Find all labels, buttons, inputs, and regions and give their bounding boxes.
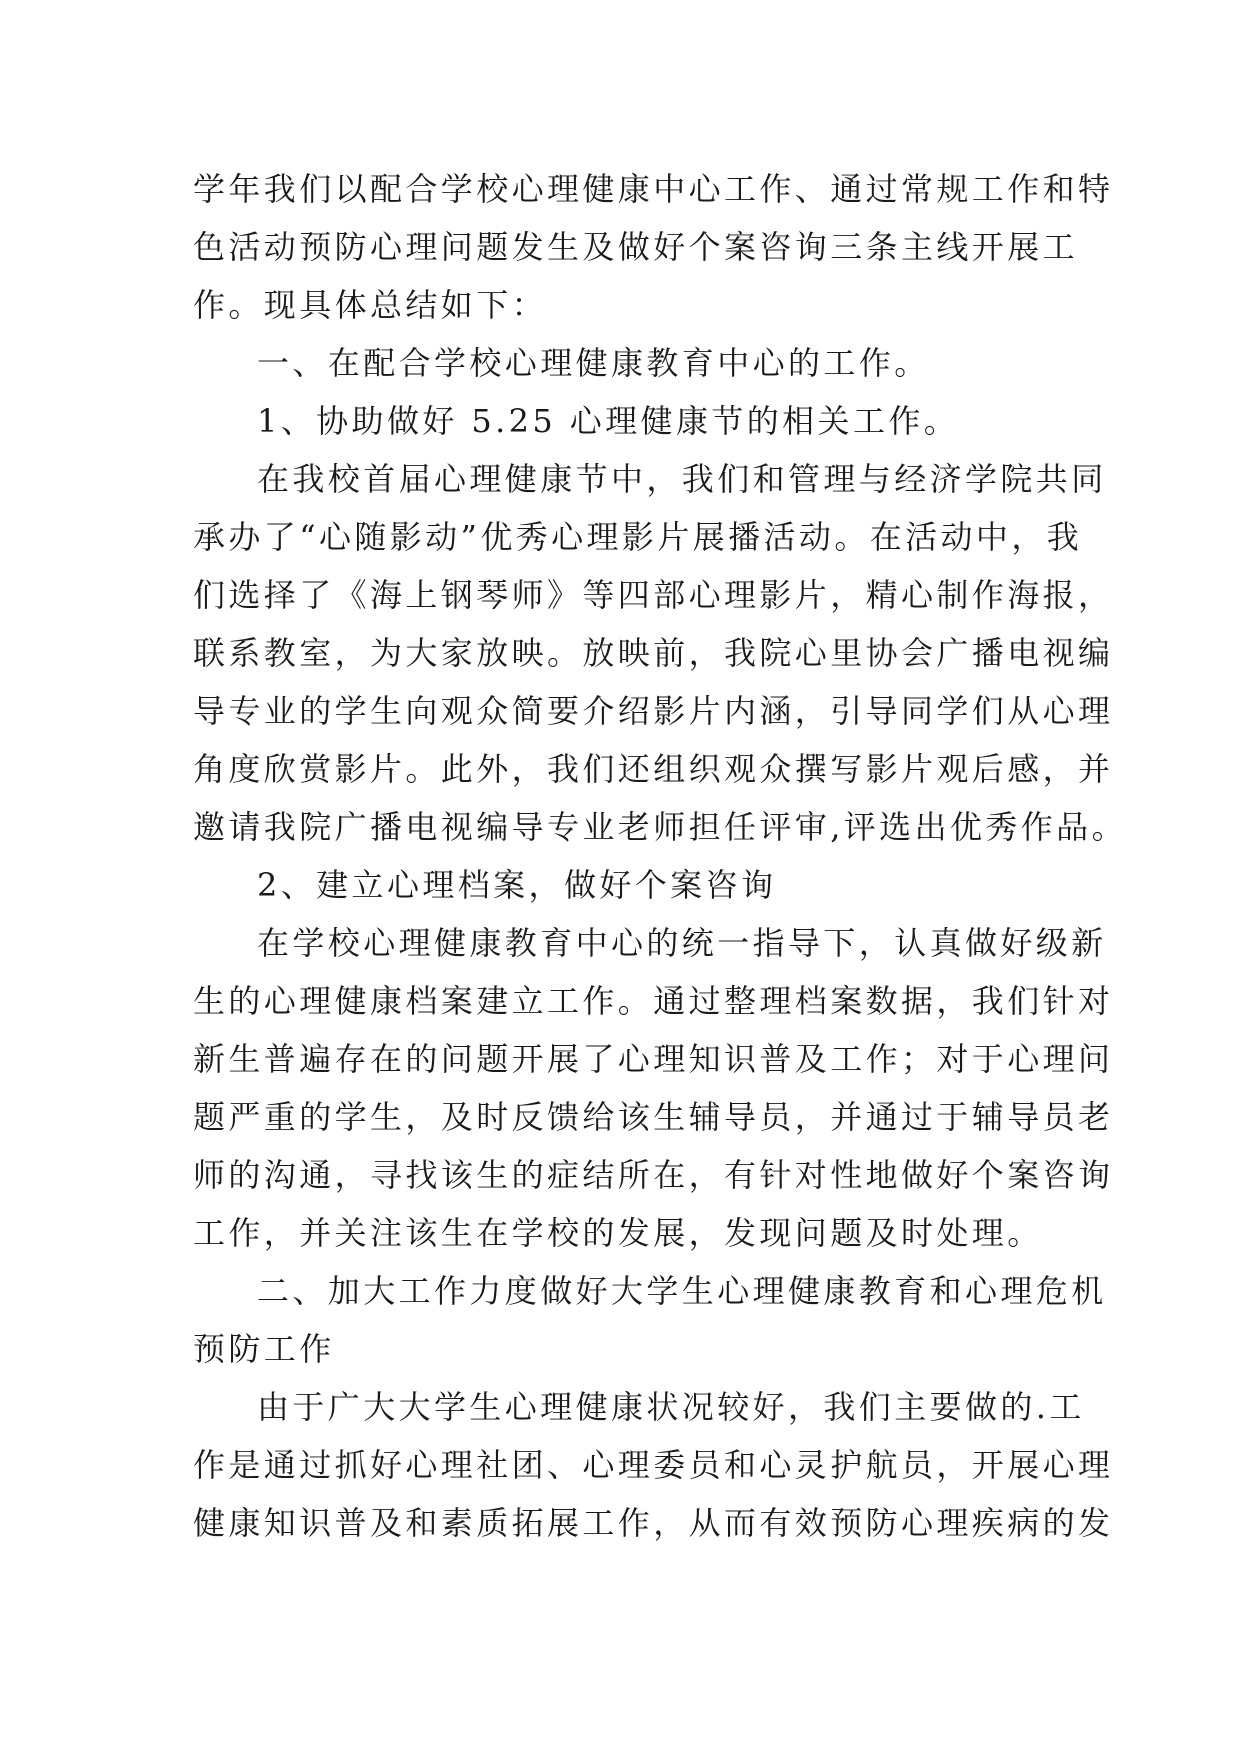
text-line: 题严重的学生，及时反馈给该生辅导员，并通过于辅导员老 xyxy=(193,1098,1114,1136)
text-line: 作。现具体总结如下： xyxy=(193,286,548,324)
text-line: 新生普遍存在的问题开展了心理知识普及工作；对于心理问 xyxy=(193,1040,1114,1078)
text-line: 导专业的学生向观众简要介绍影片内涵，引导同学们从心理 xyxy=(193,692,1114,730)
text-line: 健康知识普及和素质拓展工作，从而有效预防心理疾病的发 xyxy=(193,1504,1114,1542)
text-line: 预防工作 xyxy=(193,1330,335,1368)
text-line: 邀请我院广播电视编导专业老师担任评审,评选出优秀作品。 xyxy=(193,808,1127,846)
subsection-heading: 1、协助做好 5.25 心理健康节的相关工作。 xyxy=(257,402,960,440)
text-line: 学年我们以配合学校心理健康中心工作、通过常规工作和特 xyxy=(193,170,1114,208)
section-heading: 一、在配合学校心理健康教育中心的工作。 xyxy=(257,344,930,382)
text-line: 色活动预防心理问题发生及做好个案咨询三条主线开展工 xyxy=(193,228,1079,266)
text-line: 们选择了《海上钢琴师》等四部心理影片，精心制作海报， xyxy=(193,576,1114,614)
text-line: 工作，并关注该生在学校的发展，发现问题及时处理。 xyxy=(193,1214,1043,1252)
text-line: 在我校首届心理健康节中，我们和管理与经济学院共同 xyxy=(257,460,1107,498)
document-body xyxy=(193,160,1127,1552)
text-line: 角度欣赏影片。此外，我们还组织观众撰写影片观后感，并 xyxy=(193,750,1114,788)
text-line: 生的心理健康档案建立工作。通过整理档案数据，我们针对 xyxy=(193,982,1114,1020)
text-line: 在学校心理健康教育中心的统一指导下，认真做好级新 xyxy=(257,924,1107,962)
text-line: 作是通过抓好心理社团、心理委员和心灵护航员，开展心理 xyxy=(193,1446,1114,1484)
text-line: 承办了“心随影动”优秀心理影片展播活动。在活动中，我 xyxy=(193,518,1083,556)
section-heading: 二、加大工作力度做好大学生心理健康教育和心理危机 xyxy=(257,1272,1107,1310)
subsection-heading: 2、建立心理档案，做好个案咨询 xyxy=(257,866,777,904)
text-line: 由于广大大学生心理健康状况较好，我们主要做的.工 xyxy=(257,1388,1085,1426)
text-line: 师的沟通，寻找该生的症结所在，有针对性地做好个案咨询 xyxy=(193,1156,1114,1194)
text-line: 联系教室，为大家放映。放映前，我院心里协会广播电视编 xyxy=(193,634,1114,672)
